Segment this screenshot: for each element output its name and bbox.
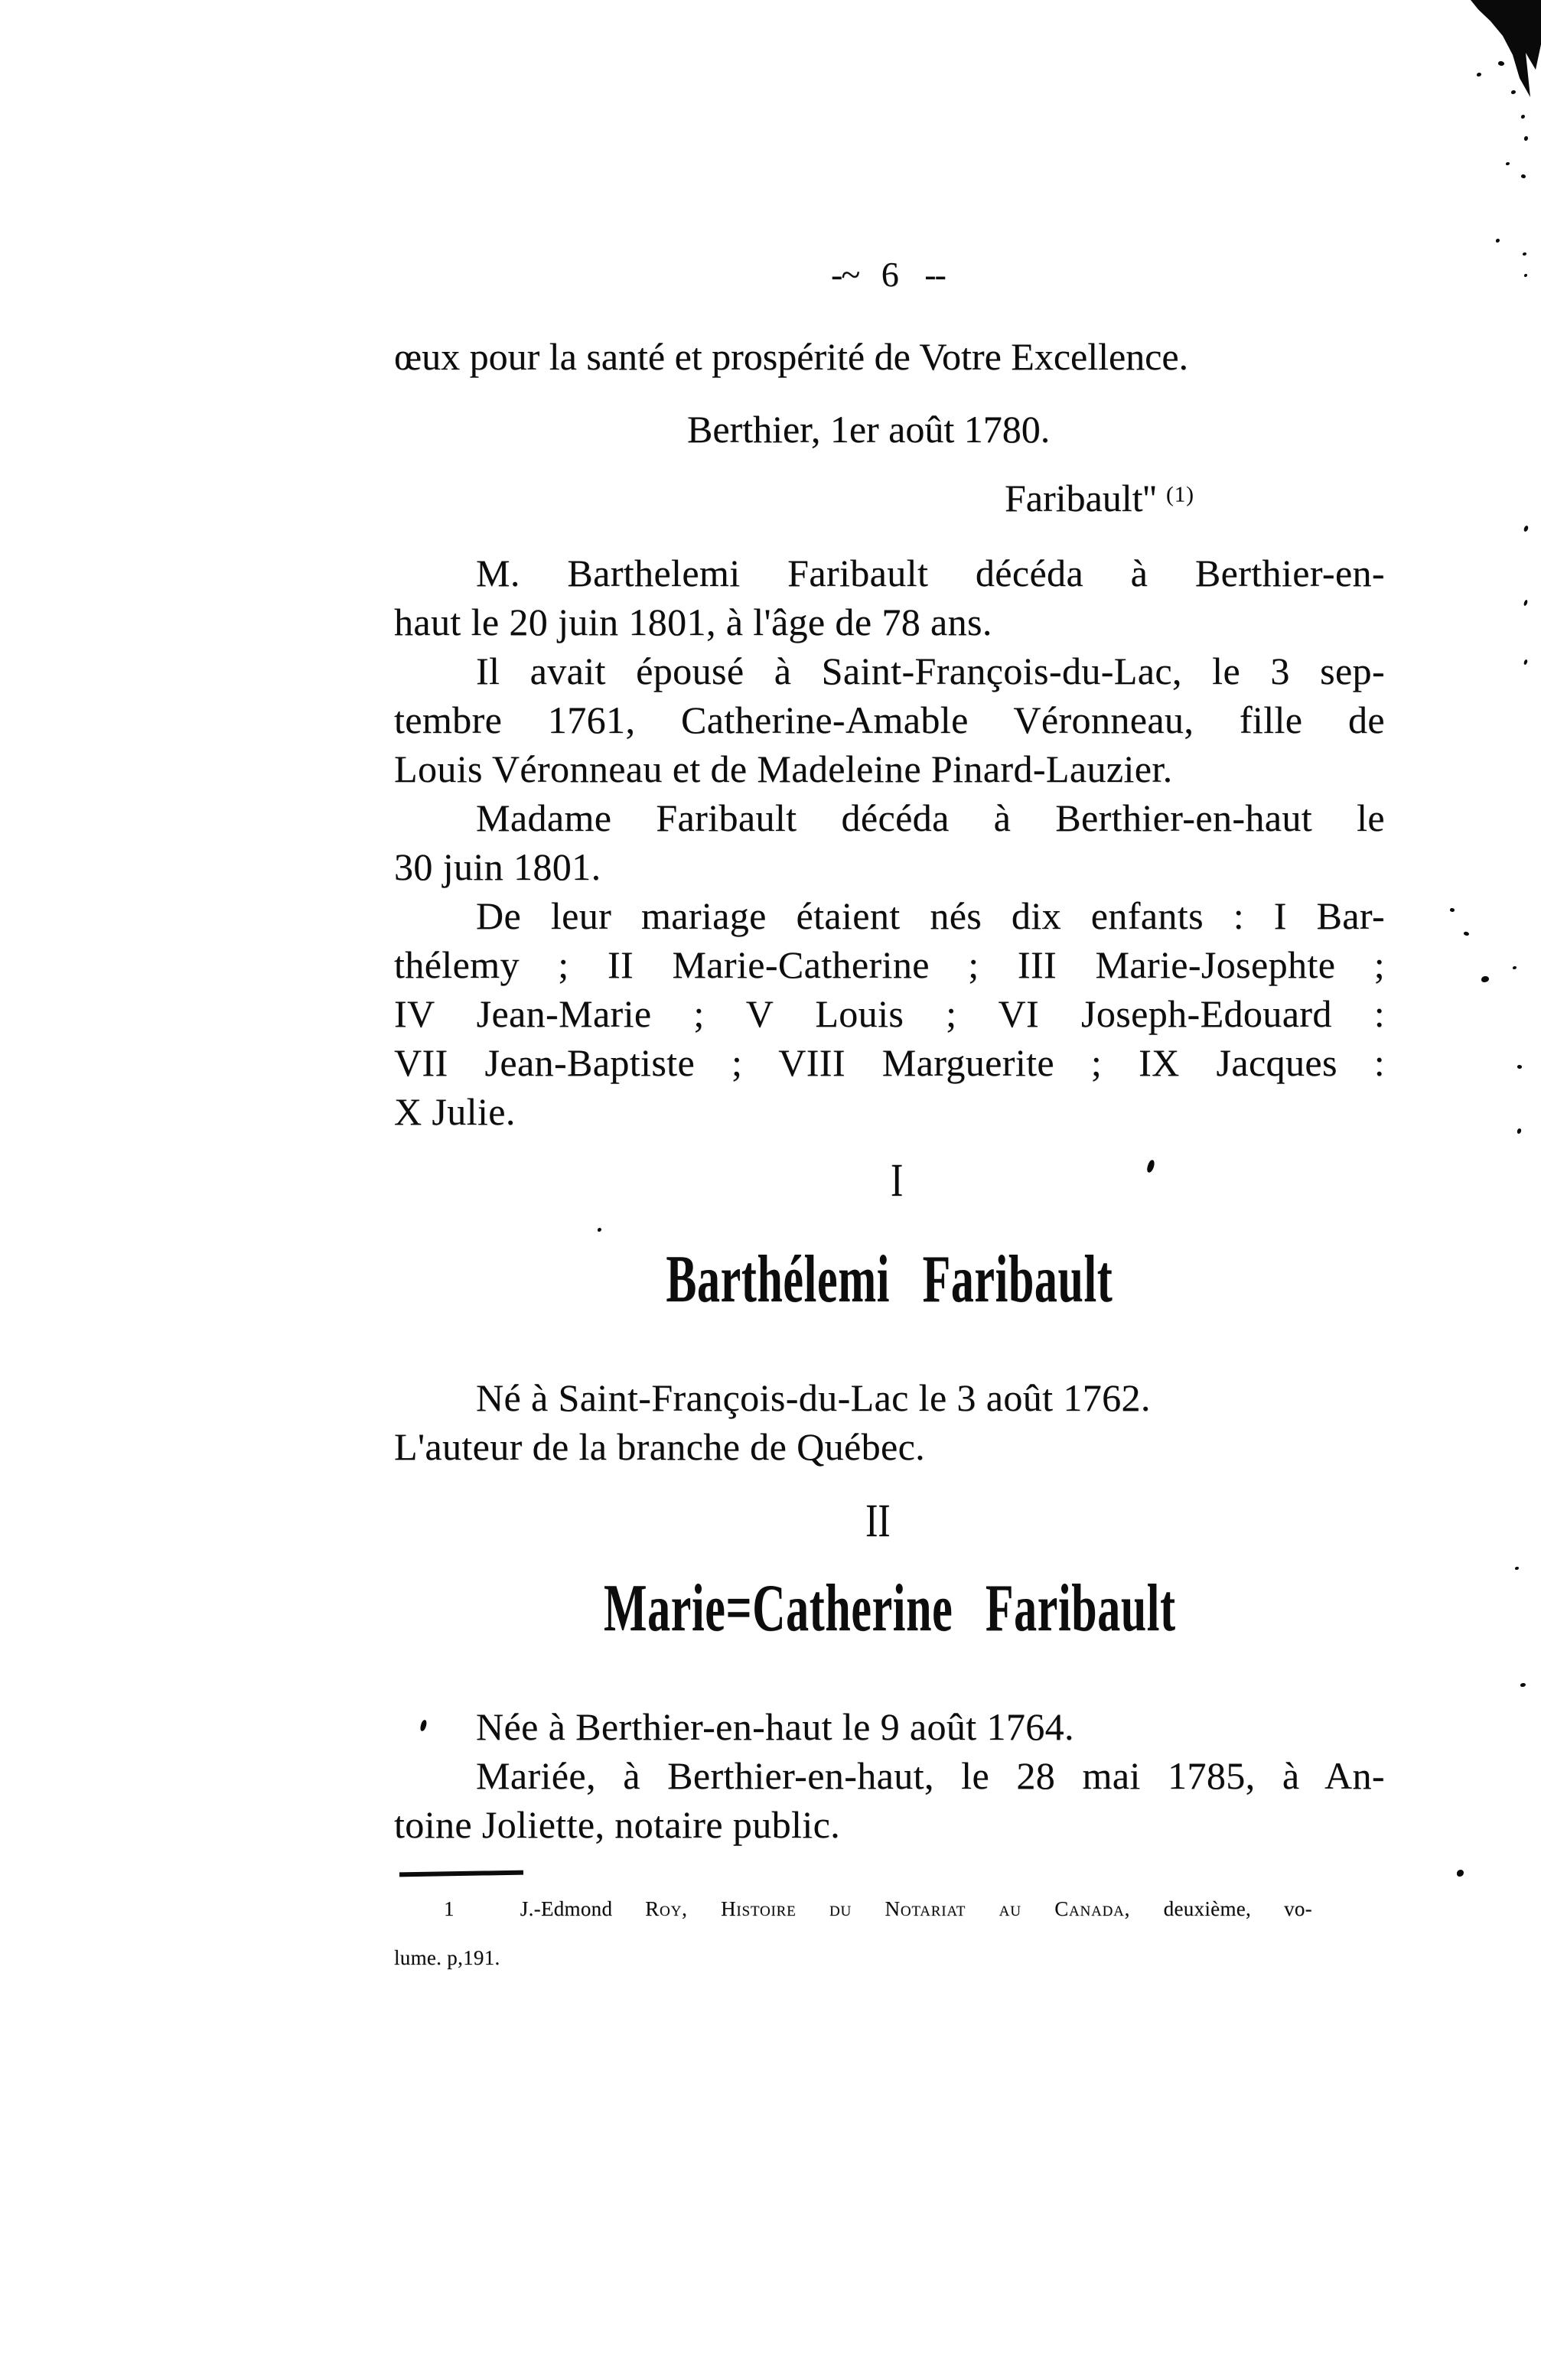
text-line: X Julie. (394, 1090, 516, 1133)
ink-speck (1511, 90, 1516, 94)
text-line: toine Joliette, notaire public. (394, 1803, 841, 1846)
ink-speck (1524, 274, 1527, 277)
page-number-ornament-right: -- (924, 255, 945, 294)
footnote-author-given: J.-Edmond (520, 1897, 646, 1920)
text-line: VII Jean-Baptiste ; VIII Marguerite ; IX Jacques : (394, 1041, 1385, 1084)
footnote-work-title: Histoire du Notariat au Canada, (687, 1897, 1164, 1920)
text-line: De leur mariage étaient nés dix enfants : I Bar- (476, 894, 1385, 937)
dateline: Berthier, 1er août 1780. (687, 408, 1051, 451)
signature-line (1005, 476, 1194, 520)
text-line: M. Barthelemi Faribault décéda à Berthier-en- (476, 552, 1385, 594)
ink-speck (1520, 174, 1526, 179)
footnote-line-1 (394, 1891, 1312, 1940)
continuation-line: œux pour la santé et prospérité de Votre Excellence. (394, 335, 1189, 378)
text-line: Mariée, à Berthier-en-haut, le 28 mai 1785, à An- (476, 1754, 1385, 1797)
section-2-title: Marie=Catherine Faribault (603, 1571, 1176, 1646)
text-line: Née à Berthier-en-haut le 9 août 1764. (476, 1705, 1074, 1748)
section-2-paragraphs (394, 1702, 1385, 1849)
footnote-line-2: lume. p,191. (394, 1946, 500, 1969)
ink-speck (1521, 115, 1525, 119)
text-line: Il avait épousé à Saint-François-du-Lac, le 3 sep- (476, 650, 1385, 692)
footnote-reference: (1) (1166, 482, 1194, 507)
ink-speck (1497, 60, 1505, 67)
ink-speck (1513, 966, 1517, 969)
section-1-title: Barthélemi Faribault (666, 1242, 1113, 1317)
text-line: IV Jean-Marie ; V Louis ; VI Joseph-Edouard : (394, 992, 1385, 1035)
ink-speck (1523, 600, 1528, 607)
text-line: L'auteur de la branche de Québec. (394, 1425, 926, 1468)
ink-speck (1523, 252, 1526, 256)
footnote (394, 1891, 1312, 1989)
signature: Faribault'' (1005, 477, 1157, 519)
corner-ink-blob (1464, 0, 1541, 106)
ink-speck (1463, 931, 1469, 936)
ink-speck (1524, 136, 1528, 141)
footnote-author-surname: Roy, (645, 1897, 688, 1920)
ink-speck (1496, 239, 1500, 243)
body-paragraphs (394, 549, 1385, 1136)
text-line: Louis Véronneau et de Madeleine Pinard-Lauzier. (394, 747, 1173, 790)
footnote-tail: deuxième, vo- (1163, 1897, 1312, 1920)
ink-speck (1477, 73, 1481, 77)
ink-speck (1523, 659, 1528, 666)
ink-speck (1506, 162, 1510, 165)
text-line: thélemy ; II Marie-Catherine ; III Marie-Josephte ; (394, 943, 1385, 986)
text-line: 30 juin 1801. (394, 845, 601, 888)
section-1-numeral: I (891, 1155, 904, 1206)
ink-speck (598, 1228, 601, 1232)
ink-speck (1449, 907, 1455, 913)
text-line: tembre 1761, Catherine-Amable Véronneau, fille de (394, 698, 1385, 741)
section-2-numeral: II (865, 1496, 891, 1547)
text-line: Né à Saint-François-du-Lac le 3 août 1762. (476, 1376, 1151, 1419)
ink-speck (1517, 1128, 1521, 1135)
ink-speck (1457, 1870, 1464, 1877)
ink-speck (1481, 976, 1489, 982)
ink-speck (1517, 1064, 1522, 1070)
ink-speck (1515, 1567, 1519, 1570)
page-number-ornament-left: -~ (831, 255, 859, 294)
text-line: haut le 20 juin 1801, à l'âge de 78 ans. (394, 601, 992, 643)
text-line: Madame Faribault décéda à Berthier-en-haut le (476, 796, 1385, 839)
section-1-paragraphs (394, 1373, 1385, 1471)
ink-speck (1520, 1683, 1526, 1687)
footnote-index: 1 (444, 1897, 454, 1920)
footnote-rule (399, 1870, 523, 1877)
page-number (831, 254, 945, 295)
page-number-value: 6 (881, 255, 902, 294)
ink-speck (1523, 525, 1529, 532)
